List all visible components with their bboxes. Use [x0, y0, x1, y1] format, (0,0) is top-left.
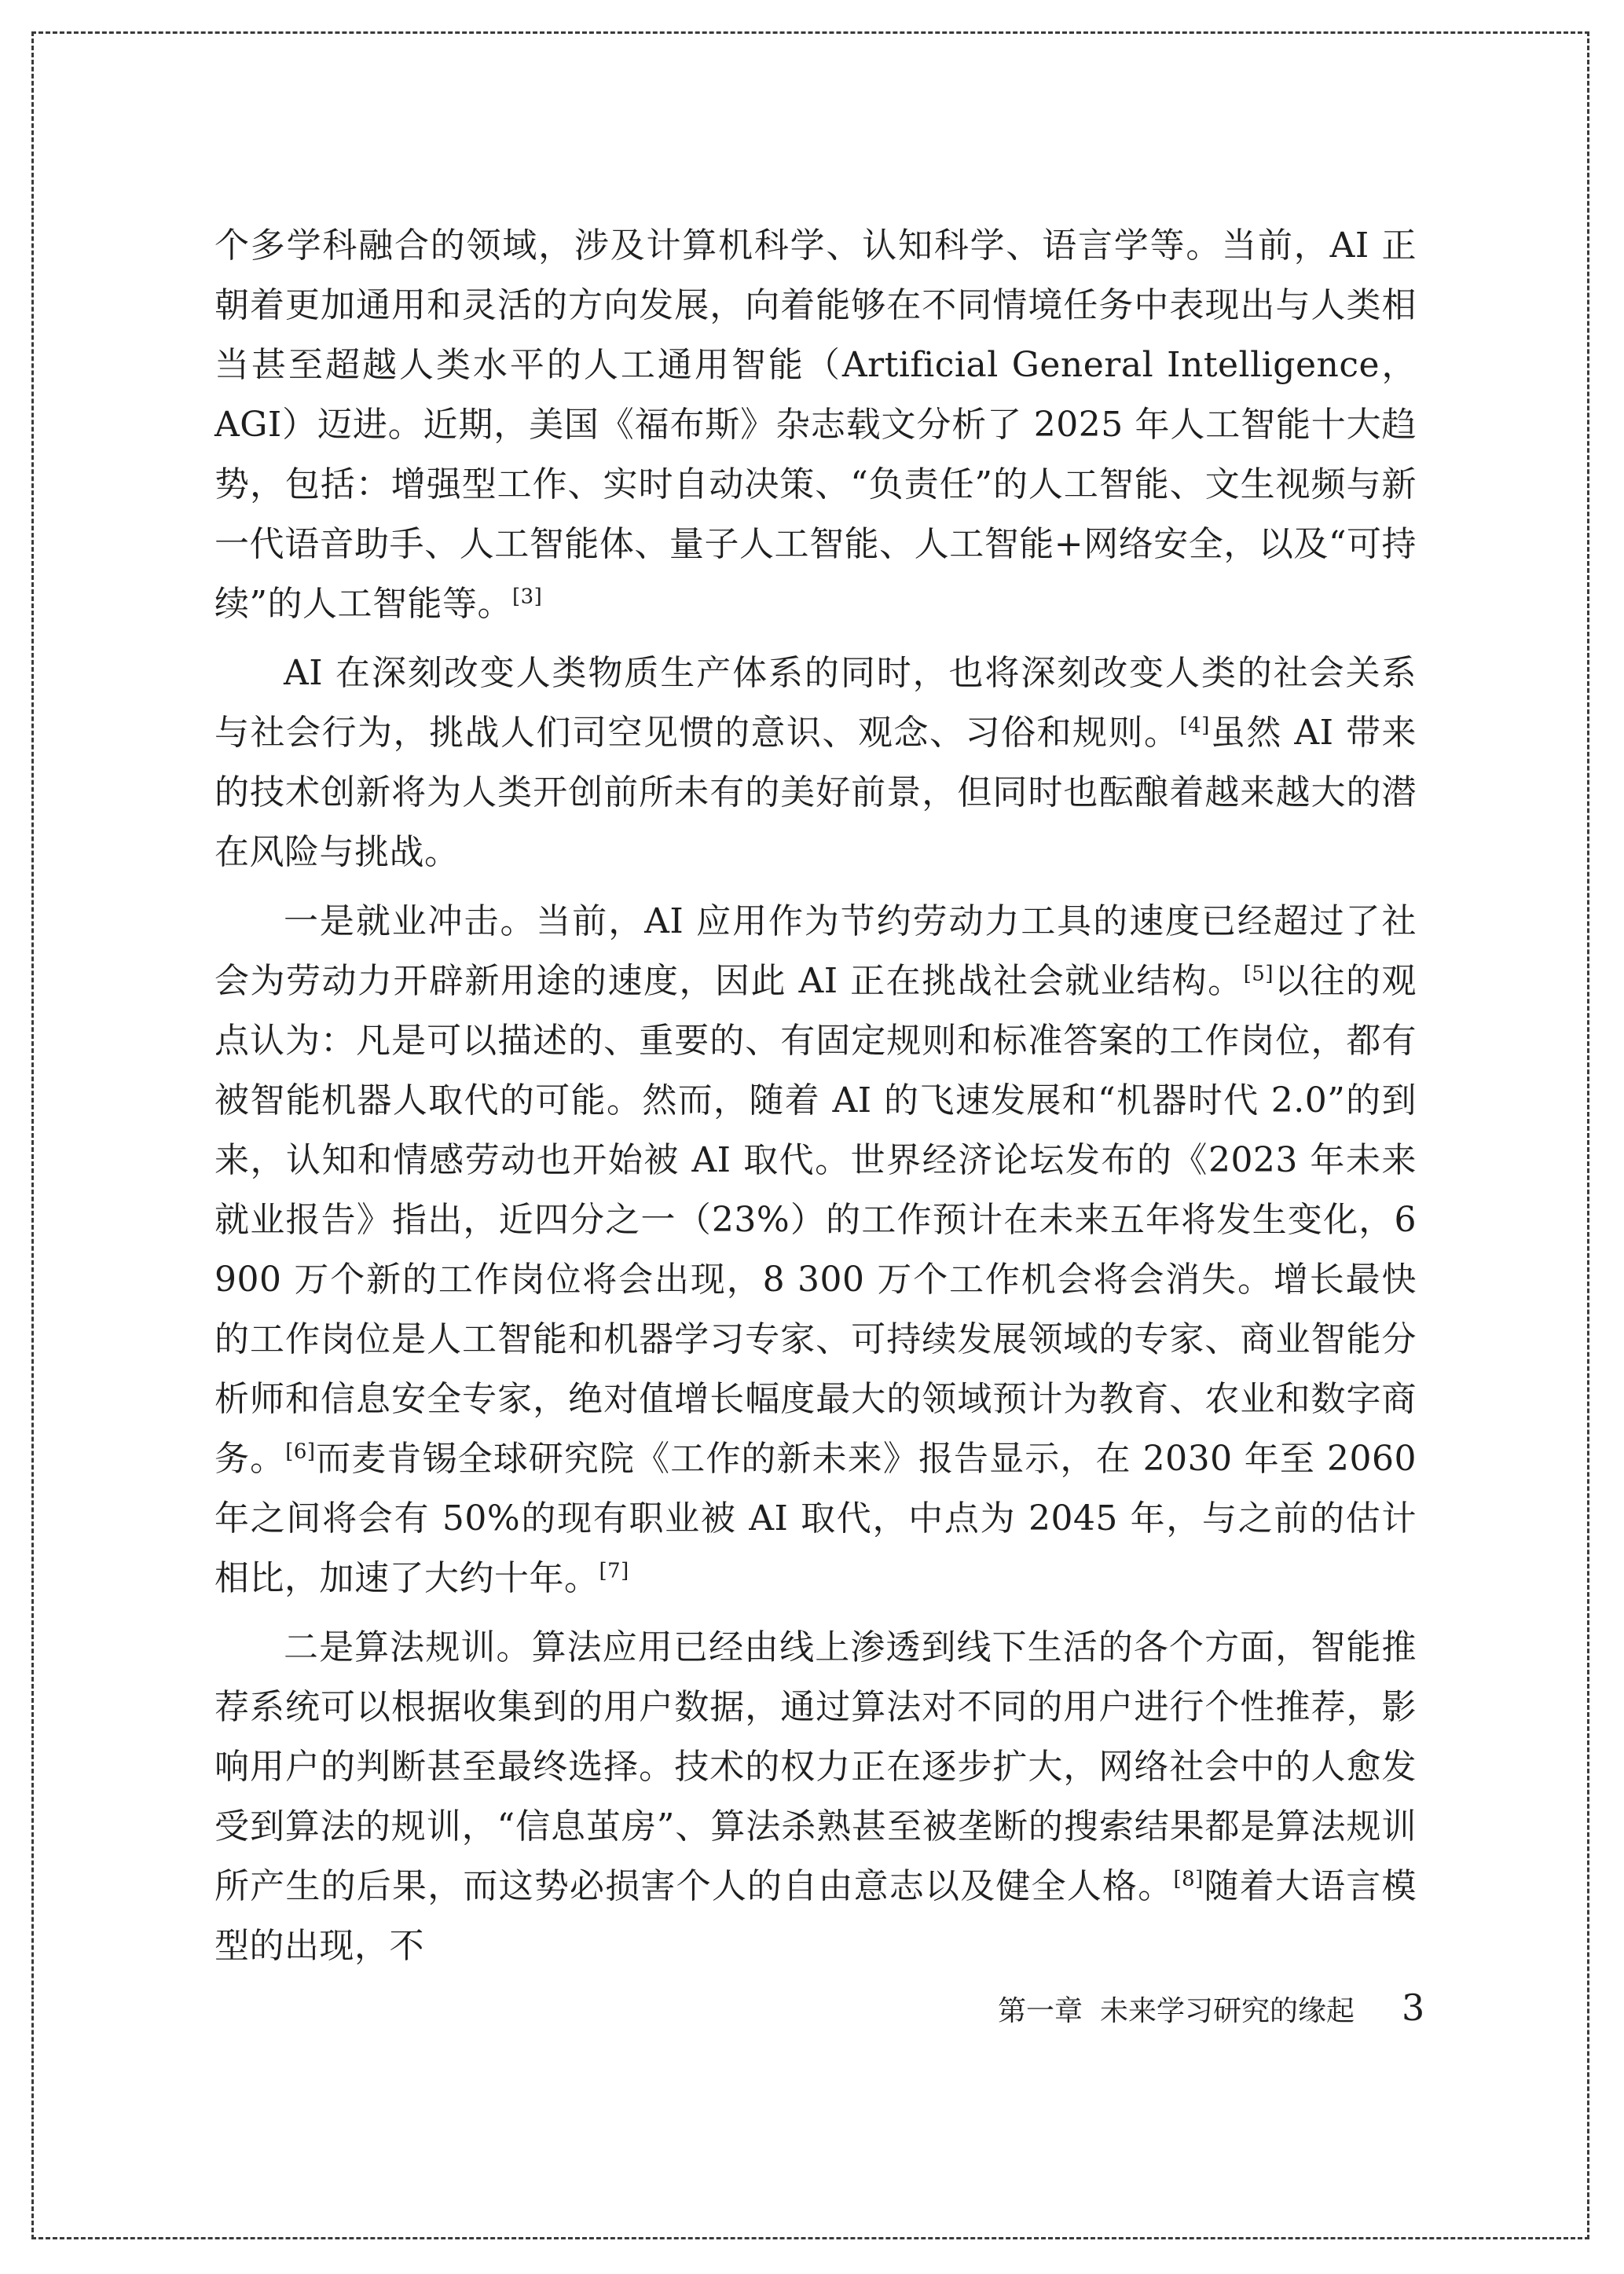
footer-chapter: 第一章	[998, 1995, 1083, 2027]
footer-chapter-title: 未来学习研究的缘起	[1100, 1995, 1355, 2027]
footnote-ref-7[interactable]: [7]	[599, 1559, 629, 1583]
footnote-ref-5[interactable]: [5]	[1243, 962, 1274, 986]
paragraph-3-text-2: 以往的观点认为：凡是可以描述的、重要的、有固定规则和标准答案的工作岗位，都有被智能机器人取代的可能。然而，随着 AI 的飞速发展和“机器时代 2.0”的到来，认知和情感劳动也开始被 AI 取代。世界经济论坛发布的《2023 年未来就业报告》指出，近四分之一（23%）的工作预计在未来五年将发生变化，6 900 万个新的工作岗位将会出现，8 300 万个工作机会将会消失。增长最快的工作岗位是人工智能和机器学习专家、可持续发展领域的专家、商业智能分析师和信息安全专家，绝对值增长幅度最大的领域预计为教育、农业和数字商务。	[214, 961, 1417, 1479]
paragraph-4	[214, 1618, 1417, 1976]
footnote-ref-4[interactable]: [4]	[1179, 713, 1210, 738]
footnote-ref-3[interactable]: [3]	[512, 585, 543, 609]
paragraph-2-text-2: 虽然 AI 带来的技术创新将为人类开创前所未有的美好前景，但同时也酝酿着越来越大的潜在风险与挑战。	[214, 713, 1417, 872]
paragraph-4-text-2: 随着大语言模型的出现，不	[214, 1866, 1417, 1966]
paragraph-1-text-1: 个多学科融合的领域，涉及计算机科学、认知科学、语言学等。当前，AI 正朝着更加通用和灵活的方向发展，向着能够在不同情境任务中表现出与人类相当甚至超越人类水平的人工通用智能（Artificial General Intelligence，AGI）迈进。近期，美国《福布斯》杂志载文分析了 2025 年人工智能十大趋势，包括：增强型工作、实时自动决策、“负责任”的人工智能、文生视频与新一代语音助手、人工智能体、量子人工智能、人工智能+网络安全，以及“可持续”的人工智能等。	[214, 226, 1417, 624]
body-text	[214, 216, 1417, 1986]
paragraph-1	[214, 216, 1417, 634]
page-footer	[998, 1986, 1425, 2031]
paragraph-3	[214, 892, 1417, 1608]
paragraph-4-text-1: 二是算法规训。算法应用已经由线上渗透到线下生活的各个方面，智能推荐系统可以根据收集到的用户数据，通过算法对不同的用户进行个性推荐，影响用户的判断甚至最终选择。技术的权力正在逐步扩大，网络社会中的人愈发受到算法的规训，“信息茧房”、算法杀熟甚至被垄断的搜索结果都是算法规训所产生的后果，而这势必损害个人的自由意志以及健全人格。	[214, 1627, 1417, 1906]
paragraph-2	[214, 644, 1417, 882]
paragraph-2-text-1: AI 在深刻改变人类物质生产体系的同时，也将深刻改变人类的社会关系与社会行为，挑战人们司空见惯的意识、观念、习俗和规则。	[214, 653, 1417, 753]
page-number: 3	[1402, 1986, 1425, 2029]
paragraph-3-text-3: 而麦肯锡全球研究院《工作的新未来》报告显示，在 2030 年至 2060 年之间将会有 50%的现有职业被 AI 取代，中点为 2045 年，与之前的估计相比，加速了大约十年。	[214, 1439, 1417, 1598]
footnote-ref-6[interactable]: [6]	[285, 1440, 316, 1464]
footnote-ref-8[interactable]: [8]	[1173, 1867, 1204, 1891]
paragraph-3-text-1: 一是就业冲击。当前，AI 应用作为节约劳动力工具的速度已经超过了社会为劳动力开辟新用途的速度，因此 AI 正在挑战社会就业结构。	[214, 901, 1417, 1001]
